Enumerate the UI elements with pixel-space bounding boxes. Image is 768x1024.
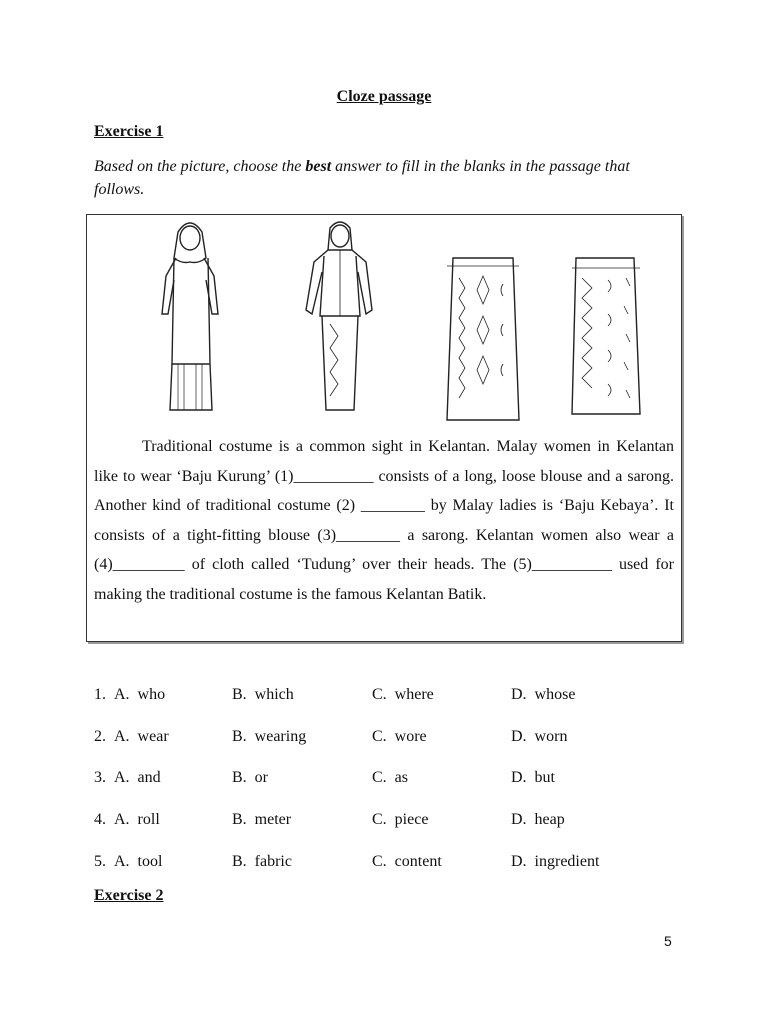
option-b: B. meter xyxy=(232,811,292,828)
option-c: C. piece xyxy=(372,811,429,828)
question-row-1 xyxy=(94,686,694,708)
option-b: B. which xyxy=(232,686,294,703)
question-number: 1. xyxy=(94,686,106,703)
option-d: D. heap xyxy=(511,811,565,828)
option-c: C. content xyxy=(372,853,442,870)
cloze-passage: Traditional costume is a common sight in Kelantan. Malay women in Kelantan like to wear ‘Baju Kurung’ (1)__________ consists of a long, loose blouse and a sarong. Another kind of traditional costume (2) ________ by Malay ladies is ‘Baju Kebaya’. It consists of a tight-fitting blouse (3)________ a sarong. Kelantan women also wear a (4)_________ of cloth called ‘Tudung’ over their heads. The (5)__________ used for making the traditional costume is the famous Kelantan Batik. xyxy=(94,438,674,603)
question-number: 5. xyxy=(94,853,106,870)
woman-baju-kebaya-icon xyxy=(306,222,372,410)
option-c: C. wore xyxy=(372,728,427,745)
question-number: 3. xyxy=(94,769,106,786)
option-d: D. whose xyxy=(511,686,576,703)
question-row-2 xyxy=(94,728,694,750)
option-d: D. worn xyxy=(511,728,568,745)
option-c: C. as xyxy=(372,769,408,786)
page-number: 5 xyxy=(664,933,672,949)
option-a: A. tool xyxy=(114,853,163,870)
question-number: 2. xyxy=(94,728,106,745)
option-a: A. roll xyxy=(114,811,160,828)
question-number: 4. xyxy=(94,811,106,828)
option-b: B. wearing xyxy=(232,728,307,745)
costume-illustration xyxy=(150,214,650,424)
page-title: Cloze passage xyxy=(336,88,432,105)
question-row-4 xyxy=(94,811,694,833)
question-row-5 xyxy=(94,853,694,875)
option-b: B. or xyxy=(232,769,268,786)
option-d: D. ingredient xyxy=(511,853,600,870)
option-a: A. wear xyxy=(114,728,169,745)
option-b: B. fabric xyxy=(232,853,292,870)
option-d: D. but xyxy=(511,769,555,786)
instruction-text: Based on the picture, choose the best answer to fill in the blanks in the passage that follows. xyxy=(94,158,630,198)
batik-sarong-icon xyxy=(572,258,640,414)
exercise-2-heading: Exercise 2 xyxy=(94,887,164,904)
option-a: A. and xyxy=(114,769,161,786)
woman-baju-kurung-icon xyxy=(162,223,218,410)
exercise-1-heading: Exercise 1 xyxy=(94,123,164,140)
option-c: C. where xyxy=(372,686,434,703)
batik-sarong-icon xyxy=(447,258,519,420)
option-a: A. who xyxy=(114,686,166,703)
question-row-3 xyxy=(94,769,694,791)
